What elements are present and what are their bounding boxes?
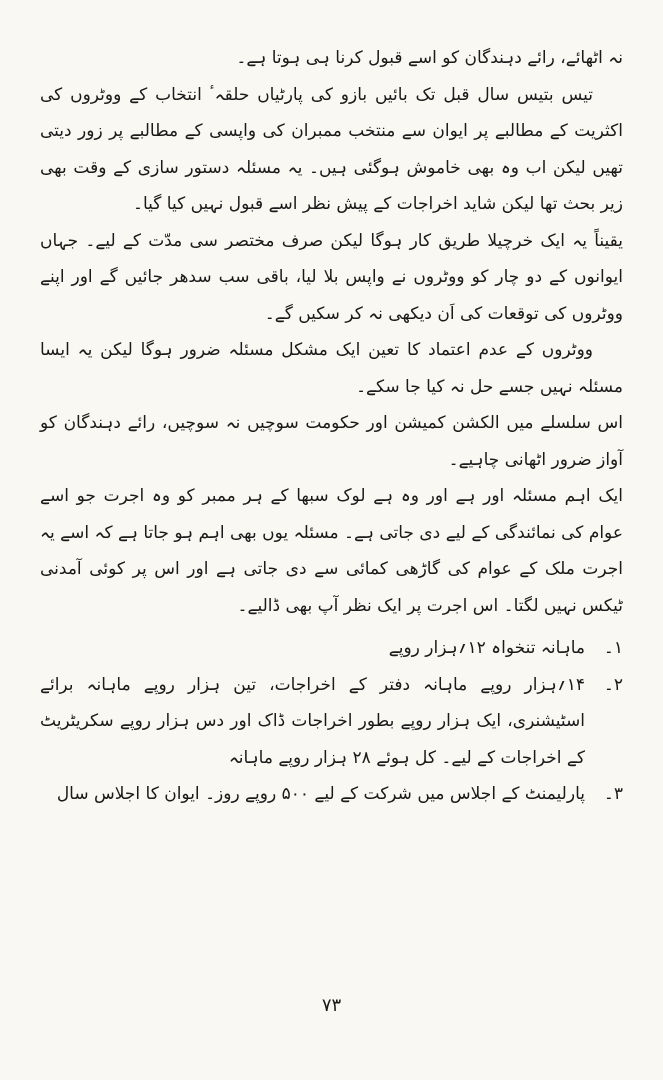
list-item-text: پارلیمنٹ کے اجلاس میں شرکت کے لیے ۵۰۰ روپے روز۔ ایوان کا اجلاس سال [56,784,585,804]
page-number: ۷۳ [321,995,342,1016]
list-item [40,667,623,777]
list-item-number: ۳۔ [603,784,623,804]
list-item-number: ۱۔ [603,638,623,658]
list-item [40,630,623,667]
paragraph-no-confidence: ووٹروں کے عدم اعتماد کا تعین ایک مشکل مسئلہ ضرور ہوگا لیکن یہ ایسا مسئلہ نہیں جسے حل نہ کیا جا سکے۔ [40,340,623,397]
page-body-text [40,40,623,813]
list-item-text: ماہانہ تنخواہ ۱۲؍ہزار روپے [388,638,585,658]
list-item [40,776,623,813]
paragraph-expensive-procedure: یقیناً یہ ایک خرچیلا طریق کار ہوگا لیکن صرف مختصر سی مدّت کے لیے۔ جہاں ایوانوں کے دو چار کو ووٹروں نے واپس بلا لیا، باقی سب سدھر جائیں گے اور اپنے ووٹروں کی توقعات کی اَن دیکھی نہ کر سکیں گے۔ [40,230,623,324]
list-item-text: ۱۴؍ہزار روپے ماہانہ دفتر کے اخراجات، تین ہزار روپے ماہانہ برائے اسٹیشنری، ایک ہزار روپے بطور اخراجات ڈاک اور دس ہزار روپے سکریٹریٹ کے اخراجات کے لیے۔ کل ہوئے ۲۸ ہزار روپے ماہانہ [40,674,585,768]
salary-list [40,630,623,813]
list-item-number: ۲۔ [603,674,623,695]
paragraph-continuation: نہ اٹھائے، رائے دہندگان کو اسے قبول کرنا ہی ہوتا ہے۔ [236,48,623,68]
paragraph-member-salary: ایک اہم مسئلہ اور ہے اور وہ ہے لوک سبھا کے ہر ممبر کو وہ اجرت جو اسے عوام کی نمائندگی کے لیے دی جاتی ہے۔ مسئلہ یوں بھی اہم ہو جاتا ہے کہ اسے یہ اجرت ملک کے عوام کی گاڑھی کمائی سے دی جاتی ہے اور اس پر کوئی آمدنی ٹیکس نہیں لگتا۔ اس اجرت پر ایک نظر آپ بھی ڈالیے۔ [40,486,623,616]
paragraph-left-parties: تیس بتیس سال قبل تک بائیں بازو کی پارٹیاں حلقہٴ انتخاب کے ووٹروں کی اکثریت کے مطالبے پر ایوان سے منتخب ممبران کی واپسی کے مطالبے پر زور دیتی تھیں لیکن اب وہ بھی خاموش ہوگئی ہیں۔ یہ مسئلہ دستور سازی کے وقت بھی زیر بحث تھا لیکن شاید اخراجات کے پیش نظر اسے قبول نہیں کیا گیا۔ [40,84,623,214]
paragraph-election-commission: اس سلسلے میں الکشن کمیشن اور حکومت سوچیں نہ سوچیں، رائے دہندگان کو آواز ضرور اٹھانی چاہیے۔ [40,413,623,470]
